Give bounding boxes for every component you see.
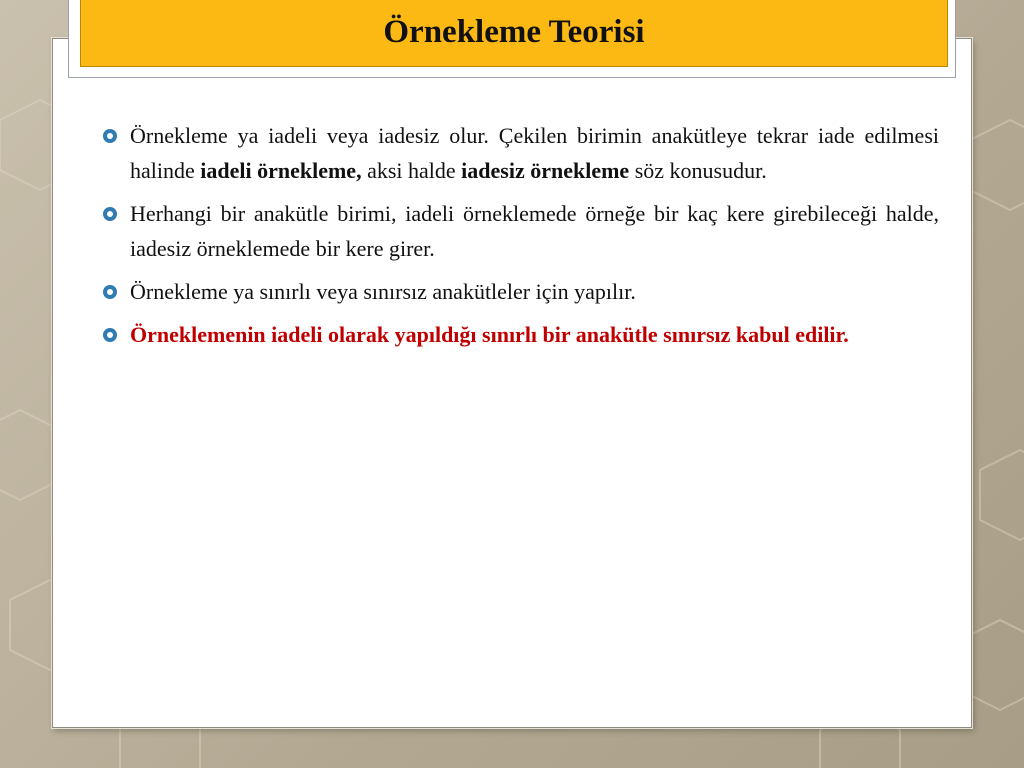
bullet-item-highlighted-note — [102, 317, 939, 352]
term-without-replacement: iadesiz örnekleme — [461, 158, 630, 183]
bullet-circle-icon — [103, 207, 117, 221]
bullet-text: Örnekleme ya sınırlı veya sınırsız anakütleler için yapılır. — [130, 279, 636, 304]
bullet-list — [102, 118, 939, 360]
bullet-text-highlighted: Örneklemenin iadeli olarak yapıldığı sınırlı bir anakütle sınırsız kabul edilir. — [130, 322, 849, 347]
bullet-circle-icon — [103, 328, 117, 342]
title-bar — [80, 0, 948, 67]
term-with-replacement: iadeli örnekleme, — [200, 158, 362, 183]
bullet-item-selection-count — [102, 196, 939, 266]
bullet-text-segment: Örnekleme ya iadeli veya iadesiz olur. Çekilen birimin anakütleye tekrar iade edilmesi halinde — [130, 123, 939, 183]
bullet-item-population-types — [102, 274, 939, 309]
bullet-circle-icon — [103, 285, 117, 299]
bullet-item-sampling-types — [102, 118, 939, 188]
bullet-text-segment: söz konusudur. — [629, 158, 767, 183]
bullet-circle-icon — [103, 129, 117, 143]
slide-title: Örnekleme Teorisi — [383, 13, 645, 50]
bullet-text-segment: aksi halde — [361, 158, 462, 183]
bullet-text: Herhangi bir anakütle birimi, iadeli örneklemede örneğe bir kaç kere girebileceği halde, iadesiz örneklemede bir kere girer. — [130, 201, 939, 261]
